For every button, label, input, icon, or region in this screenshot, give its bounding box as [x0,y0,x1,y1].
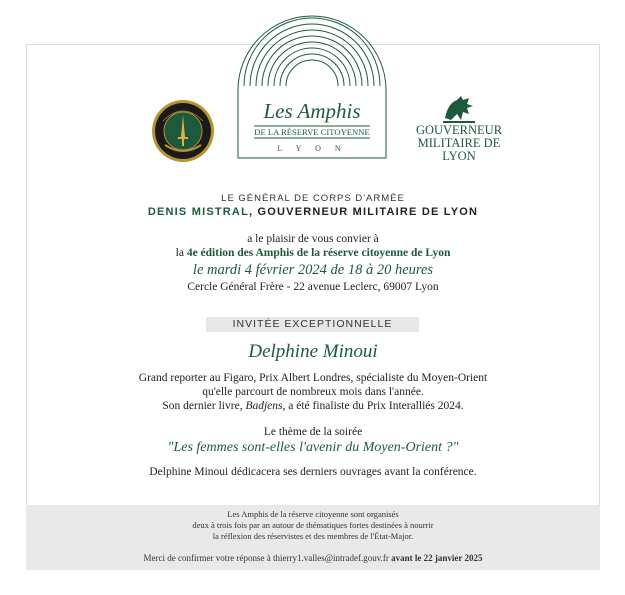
guest-name: Delphine Minoui [248,341,378,362]
invitation-edition [26,247,600,259]
invitation-intro: a le plaisir de vous convier à [247,233,379,245]
amphis-subtitle: DE LA RÉSERVE CITOYENNE [254,127,370,137]
host-line [26,206,600,218]
amphis-city: L Y O N [277,144,347,153]
rsvp-line [26,553,600,563]
theme-title: "Les femmes sont-elles l'avenir du Moyen-Orient ?" [167,440,459,455]
guest-bio-line1: Grand reporter au Figaro, Prix Albert Londres, spécialiste du Moyen-Orient [138,372,488,384]
gouv-line3: LYON [442,149,476,163]
host-rank: LE GÉNÉRAL DE CORPS D'ARMÉE [221,193,405,204]
event-place: Cercle Général Frère - 22 avenue Leclerc, 69007 Lyon [187,281,439,293]
bio3-a: Son dernier livre, [162,400,246,412]
footer-line3: la réflexion des réservistes et des membres de l'État-Major. [212,531,414,541]
guest-bio-line3 [26,400,600,412]
guest-label: INVITÉE EXCEPTIONNELLE [206,317,419,332]
gouv-line2: MILITAIRE DE [417,136,501,150]
host-name: DENIS MISTRAL [147,206,249,218]
gouverneur-logo-text [410,124,508,163]
footer-line2: deux à trois fois par an autour de thématiques fortes destinées à nourrir [192,520,434,530]
guest-bio-line2: qu'elle parcourt de nombreux mois dans l'année. [202,386,424,398]
footer-band [26,505,600,570]
footer-line1: Les Amphis de la réserve citoyenne sont organisés [227,509,399,519]
rsvp-deadline: avant le 22 janvier 2025 [391,553,483,563]
edition-prefix: la [175,247,187,259]
lion-emblem-icon [441,94,477,124]
signing-note: Delphine Minoui dédicacera ses derniers ouvrages avant la conférence. [149,466,477,478]
gouv-line1: GOUVERNEUR [415,123,503,137]
bio3-b: , a été finaliste du Prix Interalliés 2024. [282,400,464,412]
edition-name: 4e édition des Amphis de la réserve citoyenne de Lyon [186,247,451,259]
les-amphis-logo [236,14,388,160]
book-title: Badjens [245,400,283,412]
theme-label: Le thème de la soirée [263,426,363,438]
rsvp-text: Merci de confirmer votre réponse à thierry1.valles@intradef.gouv.fr [143,553,392,563]
amphis-title: Les Amphis [263,99,361,123]
event-date: le mardi 4 février 2024 de 18 à 20 heures [192,262,434,278]
host-title: , GOUVERNEUR MILITAIRE DE LYON [249,206,479,218]
reserve-citoyenne-seal-logo [151,99,215,163]
